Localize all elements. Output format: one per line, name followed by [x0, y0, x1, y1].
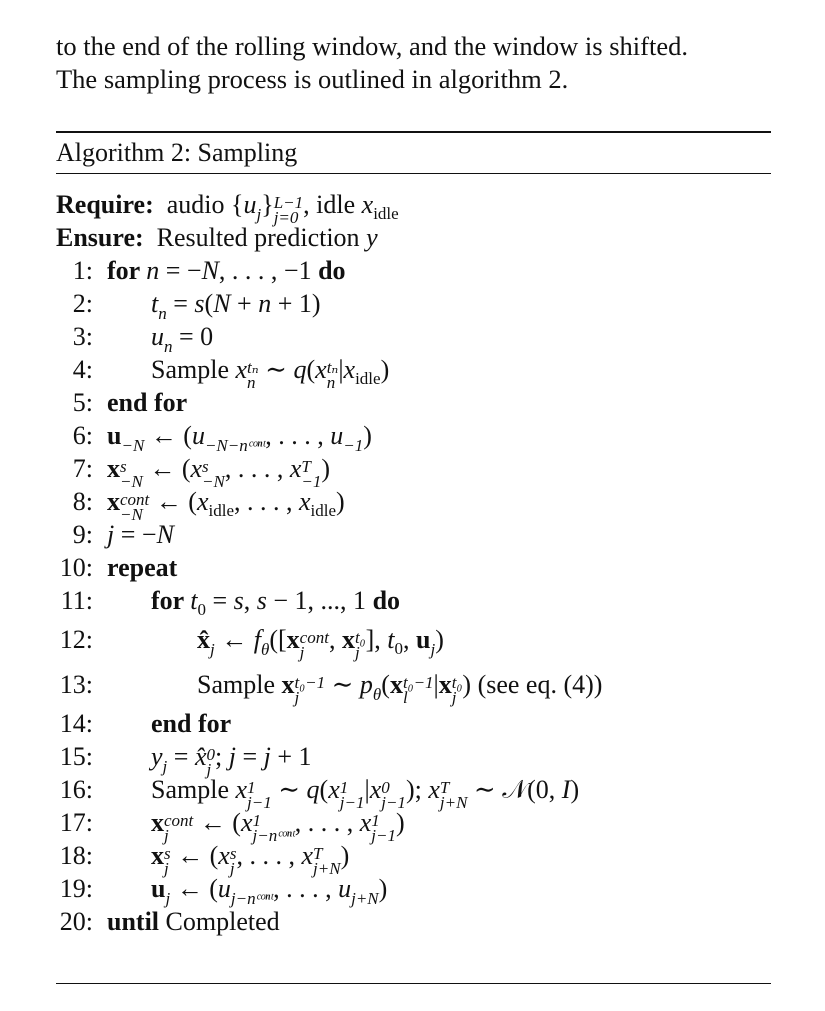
text: ∼ [271, 775, 307, 804]
math-symbol: x [107, 487, 120, 516]
math-symbol: j [107, 520, 115, 549]
math-symbol: x [190, 454, 203, 483]
math-symbol: x [235, 355, 248, 384]
keyword: do [318, 256, 346, 285]
math-symbol: x [235, 775, 248, 804]
subscript: j−nᶜᵒⁿᵗ [252, 826, 295, 846]
text: ← ( [142, 454, 191, 483]
superscript: 1 [252, 811, 261, 831]
superscript: s [229, 844, 237, 864]
math-symbol: f [253, 625, 261, 654]
math-symbol: x [299, 487, 311, 516]
algorithm-line [56, 254, 771, 287]
subscript: j−1 [381, 793, 406, 813]
text: , . . . , [294, 808, 360, 837]
text: , . . . , [224, 454, 290, 483]
math-symbol: t [387, 625, 395, 654]
algorithm-line [56, 188, 771, 228]
math-symbol: x [286, 625, 300, 654]
intro-paragraph [56, 30, 796, 96]
text: Completed [159, 907, 280, 936]
sup-sub-script [120, 457, 143, 492]
text: + 1 [270, 742, 312, 771]
keyword: Ensure: [56, 223, 144, 252]
math-symbol: u [217, 874, 231, 903]
algorithm-line [56, 353, 771, 393]
algorithm-body [56, 188, 771, 938]
line-number: 7: [72, 454, 93, 483]
algorithm-line [56, 419, 771, 455]
text: = [205, 586, 234, 615]
keyword: Require: [56, 190, 154, 219]
text: + [230, 289, 259, 318]
superscript: tₙ [247, 358, 259, 378]
line-content [107, 320, 213, 356]
math-symbol: x [151, 841, 164, 870]
sup-sub-script [294, 673, 326, 708]
text: , [328, 625, 342, 654]
line-content [107, 773, 580, 813]
text: ( [204, 289, 214, 318]
text: + 1) [271, 289, 321, 318]
text: ← ( [144, 421, 192, 450]
line-content [107, 617, 444, 665]
text: Sample [151, 775, 236, 804]
subscript: −N [202, 472, 225, 492]
text: ∼ 𝒩(0, [467, 775, 562, 804]
superscript: cont [120, 490, 150, 510]
sup-sub-script [326, 358, 339, 393]
line-content [107, 551, 177, 584]
text: ← ( [149, 487, 197, 516]
text: ); [405, 775, 429, 804]
subscript: j [164, 826, 169, 846]
math-symbol: 0 [197, 600, 206, 619]
math-symbol: x [240, 808, 253, 837]
math-symbol: x̂ [194, 742, 207, 771]
algorithm-line [56, 806, 771, 846]
line-number: 1: [72, 256, 93, 285]
subscript: j [229, 859, 235, 879]
algorithm-line [56, 485, 771, 525]
math-symbol: N [213, 289, 231, 318]
math-symbol: x [301, 841, 314, 870]
math-symbol: u [151, 874, 166, 903]
math-symbol: n [164, 337, 173, 356]
subscript: j+N [313, 859, 341, 879]
math-symbol: x [107, 454, 120, 483]
text: ← ( [193, 808, 241, 837]
subscript: −N [120, 472, 143, 492]
sup-sub-script [299, 628, 329, 663]
line-content [56, 188, 399, 228]
text: Sample [197, 670, 282, 699]
line-number: 18: [59, 841, 93, 870]
math-symbol: s [233, 586, 244, 615]
text: ) [380, 355, 390, 384]
superscript: t₀−1 [294, 673, 326, 693]
line-number: 13: [59, 670, 93, 699]
line-number: 17: [59, 808, 93, 837]
line-number: 12: [59, 625, 93, 654]
subscript: j−1 [247, 793, 272, 813]
subscript: j [206, 760, 212, 780]
superscript: 0 [206, 745, 215, 765]
math-symbol: u [330, 421, 344, 450]
algorithm-line [56, 452, 771, 492]
math-symbol: idle [355, 369, 381, 388]
caption-rule [56, 173, 771, 174]
math-symbol: I [561, 775, 571, 804]
math-symbol: n [258, 289, 272, 318]
math-symbol: u [107, 421, 122, 450]
text: | [433, 670, 439, 699]
math-symbol: x̂ [197, 625, 210, 654]
math-symbol: j [162, 757, 168, 776]
subscript: j [294, 688, 300, 708]
math-symbol: j [228, 742, 236, 771]
text: | [364, 775, 370, 804]
text: ) [395, 808, 405, 837]
algorithm-line [56, 584, 771, 617]
text: ( [319, 775, 329, 804]
subscript: j=0 [273, 208, 299, 228]
keyword: until [107, 907, 160, 936]
line-number: 6: [72, 421, 93, 450]
line-content [107, 287, 321, 323]
line-number: 3: [72, 322, 93, 351]
superscript: cont [299, 628, 329, 648]
text: ← ( [170, 874, 218, 903]
math-symbol: u [151, 322, 164, 351]
subscript: l [402, 688, 408, 708]
text: ) [321, 454, 331, 483]
bottom-rule [56, 983, 771, 984]
intro-line: The sampling process is outlined in algorithm 2. [56, 64, 569, 94]
keyword: repeat [107, 553, 178, 582]
math-symbol: j [256, 205, 262, 224]
algorithm-line [56, 221, 771, 254]
math-symbol: idle [310, 501, 337, 520]
sup-sub-script [381, 778, 406, 813]
top-rule [56, 131, 771, 133]
line-content [107, 254, 346, 287]
superscript: t₀ [451, 673, 463, 693]
line-number: 20: [59, 907, 93, 936]
math-symbol: j [165, 889, 171, 908]
math-symbol: N [156, 520, 174, 549]
line-number: 14: [59, 709, 93, 738]
math-symbol: −N−nᶜᵒⁿᵗ [204, 436, 266, 455]
algorithm-line [56, 773, 771, 813]
sup-sub-script [164, 844, 171, 879]
math-symbol: x [281, 670, 295, 699]
math-symbol: y [151, 742, 163, 771]
text: = − [159, 256, 202, 285]
math-symbol: x [361, 190, 374, 219]
algorithm-caption: Algorithm 2: Sampling [56, 138, 298, 167]
text: } [261, 190, 274, 219]
text: ) [570, 775, 580, 804]
math-symbol: −1 [343, 436, 364, 455]
math-symbol: u [191, 421, 205, 450]
line-content [107, 839, 350, 879]
superscript: cont [164, 811, 194, 831]
math-symbol: t [190, 586, 198, 615]
sup-sub-script [120, 490, 150, 525]
text: ], [365, 625, 388, 654]
line-number: 9: [72, 520, 93, 549]
sup-sub-script [451, 673, 463, 708]
math-symbol: x [438, 670, 452, 699]
line-number: 11: [60, 586, 93, 615]
math-symbol: x [428, 775, 440, 804]
line-number: 5: [72, 388, 93, 417]
superscript: T [301, 457, 311, 477]
subscript: j [354, 643, 360, 663]
line-number: 2: [72, 289, 93, 318]
math-symbol: t [151, 289, 159, 318]
math-symbol: q [306, 775, 320, 804]
subscript: n [247, 373, 256, 393]
superscript: t₀ [354, 628, 366, 648]
text: , . . . , [234, 487, 299, 516]
math-symbol: x [196, 487, 209, 516]
keyword: end for [151, 709, 232, 738]
math-symbol: x [289, 454, 302, 483]
superscript: s [120, 457, 127, 477]
sup-sub-script [371, 811, 396, 846]
line-number: 10: [59, 553, 93, 582]
text: = [166, 289, 195, 318]
math-symbol: x [328, 775, 340, 804]
line-content [107, 584, 400, 620]
text: ) [336, 487, 345, 516]
sup-sub-script [252, 811, 295, 846]
text: ; [215, 742, 229, 771]
math-symbol: idle [208, 501, 234, 520]
subscript: j−1 [371, 826, 396, 846]
line-number: 19: [59, 874, 93, 903]
math-symbol: j [210, 640, 215, 659]
text: = 0 [172, 322, 214, 351]
math-symbol: j [430, 640, 436, 659]
line-number: 15: [59, 742, 93, 771]
math-symbol: u [415, 625, 431, 654]
keyword: for [107, 256, 147, 285]
algorithm-line [56, 518, 771, 551]
math-symbol: x [151, 808, 164, 837]
text: = [235, 742, 264, 771]
line-number: 8: [72, 487, 93, 516]
text: ← [214, 625, 254, 654]
superscript: tₙ [326, 358, 339, 378]
algorithm-line [56, 662, 771, 707]
math-symbol: j+N [351, 889, 379, 908]
math-symbol: j−nᶜᵒⁿᵗ [230, 889, 274, 908]
line-content [107, 662, 602, 710]
text: = [167, 742, 195, 771]
math-symbol: −N [121, 436, 145, 455]
algorithm-line [56, 386, 771, 419]
text: ) [340, 841, 350, 870]
algorithm-line [56, 905, 771, 938]
math-symbol: p [359, 670, 373, 699]
text: = − [114, 520, 157, 549]
sup-sub-script [202, 457, 225, 492]
math-symbol: N [201, 256, 219, 285]
line-content [107, 353, 390, 393]
superscript: 1 [247, 778, 256, 798]
text: , . . . , [236, 841, 302, 870]
subscript: −1 [301, 472, 322, 492]
superscript: T [313, 844, 323, 864]
superscript: T [439, 778, 450, 798]
text: ( [381, 670, 390, 699]
text: ) [363, 421, 372, 450]
math-symbol: θ [372, 685, 382, 704]
math-symbol: idle [373, 204, 399, 223]
math-symbol: u [243, 190, 257, 219]
sup-sub-script [247, 358, 259, 393]
algorithm-line [56, 740, 771, 780]
math-symbol: j [263, 742, 271, 771]
superscript: 1 [371, 811, 380, 831]
algorithm-line [56, 287, 771, 323]
text: ∼ [258, 355, 294, 384]
line-content [107, 452, 331, 492]
text: ( [306, 355, 316, 384]
line-content [107, 707, 231, 740]
math-symbol: x [315, 355, 327, 384]
text: , . . . , [273, 874, 339, 903]
algorithm-line [56, 707, 771, 740]
sup-sub-script [313, 844, 341, 879]
math-symbol: x [369, 775, 382, 804]
superscript: 1 [339, 778, 349, 798]
subscript: j+N [439, 793, 468, 813]
math-symbol: s [194, 289, 205, 318]
line-content [107, 419, 372, 455]
algorithm-line [56, 320, 771, 356]
math-symbol: n [158, 304, 167, 323]
text: , [402, 625, 416, 654]
subscript: n [326, 373, 336, 393]
math-symbol: u [338, 874, 352, 903]
math-symbol: 0 [394, 639, 403, 658]
text: Resulted prediction [143, 223, 367, 252]
math-symbol: s [256, 586, 267, 615]
superscript: s [164, 844, 171, 864]
line-number: 4: [72, 355, 93, 384]
subscript: −N [120, 505, 143, 525]
subscript: j [299, 643, 305, 663]
text: audio { [153, 190, 244, 219]
text: , [243, 586, 257, 615]
math-symbol: x [218, 841, 230, 870]
algorithm-line [56, 551, 771, 584]
text: Sample [151, 355, 236, 384]
algorithm-line [56, 839, 771, 879]
subscript: j [451, 688, 457, 708]
superscript: L−1 [273, 193, 304, 213]
subscript: j [164, 859, 169, 879]
sup-sub-script [273, 193, 304, 228]
sup-sub-script [247, 778, 272, 813]
keyword: end for [107, 388, 188, 417]
text: , . . . , −1 [218, 256, 319, 285]
line-content [107, 905, 280, 938]
superscript: s [202, 457, 209, 477]
text: ← ( [170, 841, 219, 870]
math-symbol: x [343, 355, 356, 384]
math-symbol: x [341, 625, 355, 654]
text: ) [435, 625, 444, 654]
line-content [107, 386, 187, 419]
algorithm-line [56, 617, 771, 662]
superscript: 0 [381, 778, 390, 798]
sup-sub-script [339, 778, 365, 813]
sup-sub-script [206, 745, 216, 780]
keyword: for [151, 586, 191, 615]
text: ([ [269, 625, 287, 654]
math-symbol: x [389, 670, 403, 699]
text: − 1, ..., 1 [266, 586, 373, 615]
math-symbol: n [146, 256, 160, 285]
text: , idle [303, 190, 362, 219]
sup-sub-script [229, 844, 237, 879]
line-content [56, 221, 378, 254]
math-symbol: x [359, 808, 372, 837]
math-symbol: θ [260, 640, 270, 659]
math-symbol: q [293, 355, 307, 384]
intro-line: to the end of the rolling window, and the window is shifted. [56, 31, 688, 61]
line-number: 16: [59, 775, 93, 804]
text: ∼ [325, 670, 360, 699]
line-content [107, 872, 387, 908]
math-symbol: y [366, 223, 378, 252]
sup-sub-script [301, 457, 322, 492]
line-content [107, 740, 312, 780]
subscript: j−1 [339, 793, 365, 813]
sup-sub-script [402, 673, 434, 708]
superscript: t₀−1 [402, 673, 434, 693]
sup-sub-script [354, 628, 366, 663]
sup-sub-script [164, 811, 194, 846]
text: | [338, 355, 344, 384]
text: ) [378, 874, 388, 903]
sup-sub-script [439, 778, 468, 813]
text: ) (see eq. (4)) [462, 670, 603, 699]
text: , . . . , [265, 421, 331, 450]
keyword: do [372, 586, 401, 615]
